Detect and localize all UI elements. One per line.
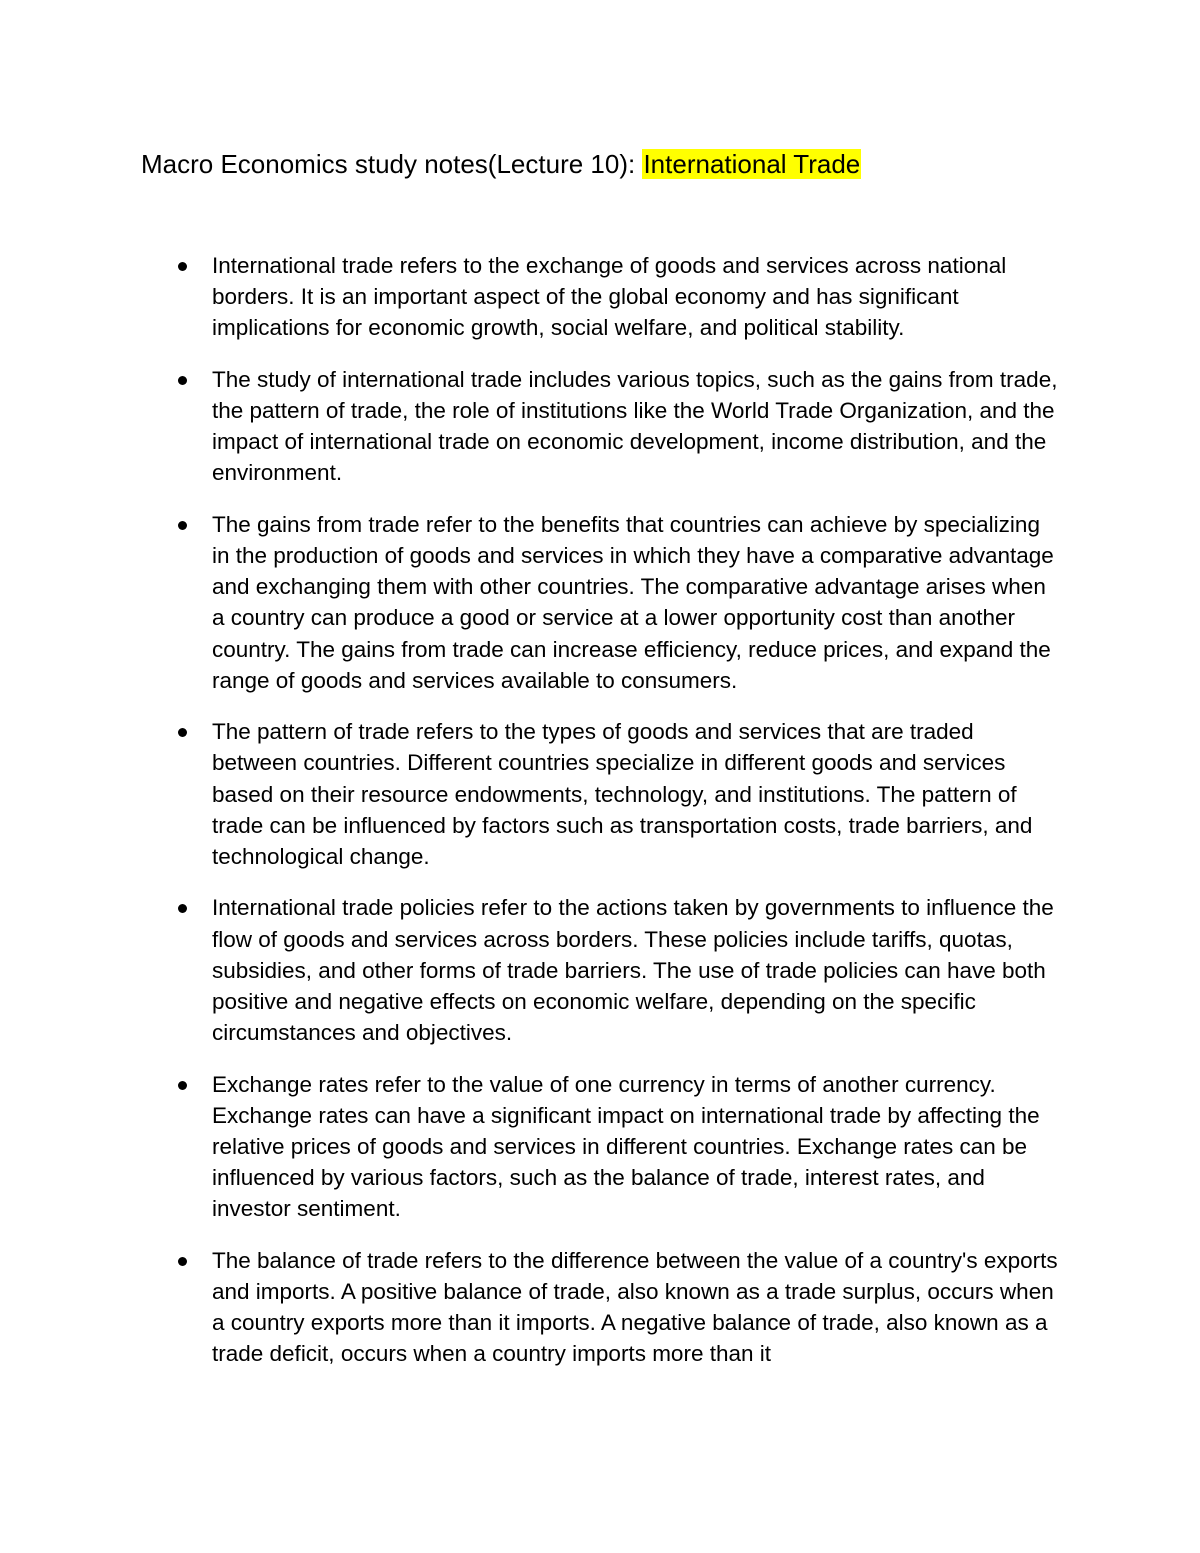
list-item — [0, 364, 1200, 489]
bullet-icon — [178, 521, 187, 530]
bullet-list — [0, 250, 1200, 1390]
bullet-icon — [178, 1257, 187, 1266]
list-item-text: Exchange rates refer to the value of one currency in terms of another currency. Exchange rates can have a significant impact on international trade by affecting the relative prices of goods and services in different countries. Exchange rates can be influenced by various factors, such as the balance of trade, interest rates, and investor sentiment. — [212, 1071, 1040, 1222]
page-title — [141, 146, 861, 182]
bullet-icon — [178, 262, 187, 271]
list-item — [0, 250, 1200, 344]
list-item-text: The gains from trade refer to the benefits that countries can achieve by specializing in the production of goods and services in which they have a comparative advantage and exchanging them with other countries. The comparative advantage arises when a country can produce a good or service at a lower opportunity cost than another country. The gains from trade can increase efficiency, reduce prices, and expand the range of goods and services available to consumers. — [212, 511, 1054, 693]
bullet-icon — [178, 904, 187, 913]
title-highlight: International Trade — [643, 149, 861, 179]
list-item — [0, 1069, 1200, 1225]
list-item-text: The pattern of trade refers to the types of goods and services that are traded between countries. Different countries specialize in different goods and services based on their resource endowments, technology, and institutions. The pattern of trade can be influenced by factors such as transportation costs, trade barriers, and technological change. — [212, 719, 1033, 870]
title-prefix: Macro Economics study notes(Lecture 10): — [141, 149, 643, 179]
bullet-icon — [178, 376, 187, 385]
list-item-text: The balance of trade refers to the difference between the value of a country's exports and imports. A positive balance of trade, also known as a trade surplus, occurs when a country exports more than it imports. A negative balance of trade, also known as a trade deficit, occurs when a country imports more than it — [212, 1247, 1058, 1367]
list-item — [0, 892, 1200, 1048]
list-item-text: International trade refers to the exchange of goods and services across national borders. It is an important aspect of the global economy and has significant implications for economic growth, social welfare, and political stability. — [212, 253, 1007, 341]
list-item — [0, 509, 1200, 696]
bullet-icon — [178, 1081, 187, 1090]
list-item-text: The study of international trade includes various topics, such as the gains from trade, the pattern of trade, the role of institutions like the World Trade Organization, and the impact of international trade on economic development, income distribution, and the environment. — [212, 366, 1058, 486]
bullet-icon — [178, 728, 187, 737]
list-item — [0, 1245, 1200, 1370]
list-item — [0, 716, 1200, 872]
list-item-text: International trade policies refer to the actions taken by governments to influence the flow of goods and services across borders. These policies include tariffs, quotas, subsidies, and other forms of trade barriers. The use of trade policies can have both positive and negative effects on economic welfare, depending on the specific circumstances and objectives. — [212, 895, 1054, 1046]
